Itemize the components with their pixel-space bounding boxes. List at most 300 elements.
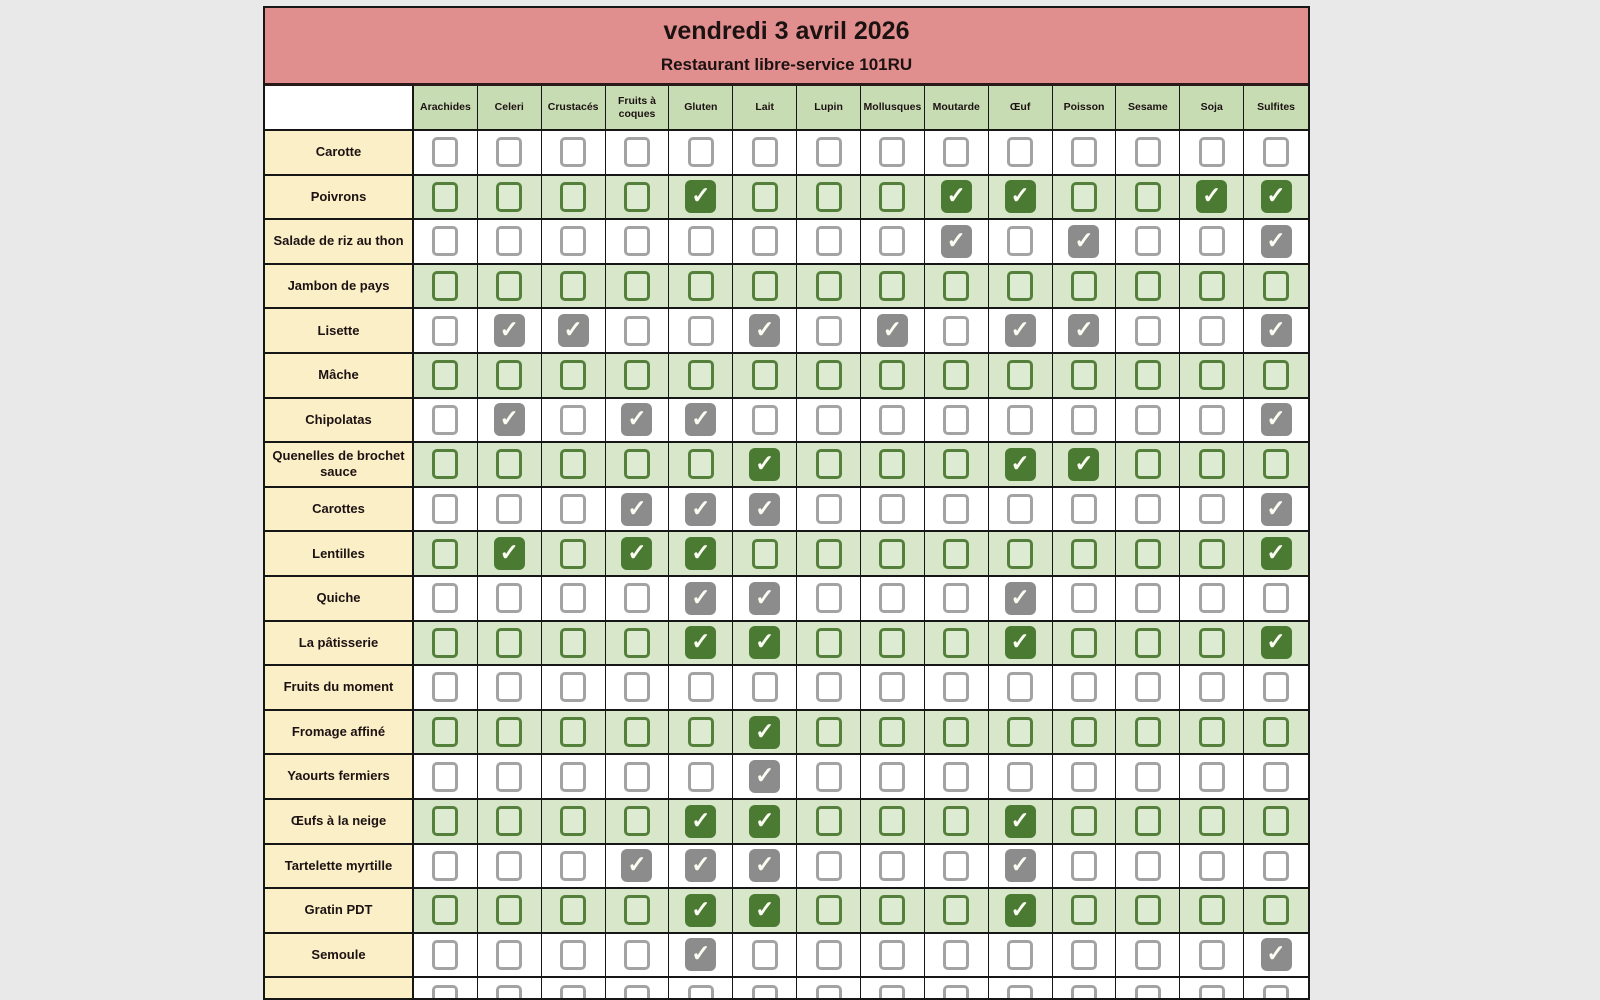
allergen-checkbox-empty[interactable] bbox=[816, 316, 842, 346]
allergen-checkbox-empty[interactable] bbox=[624, 628, 650, 658]
allergen-checkbox-empty[interactable] bbox=[752, 940, 778, 970]
allergen-cell bbox=[1116, 800, 1180, 845]
allergen-checkbox-empty[interactable] bbox=[1199, 271, 1225, 301]
allergen-checkbox-checked[interactable] bbox=[685, 403, 716, 436]
allergen-checkbox-empty[interactable] bbox=[496, 851, 522, 881]
allergen-checkbox-checked[interactable] bbox=[749, 894, 780, 927]
allergen-checkbox-empty[interactable] bbox=[1071, 806, 1097, 836]
allergen-checkbox-checked[interactable] bbox=[1261, 403, 1292, 436]
allergen-checkbox-empty[interactable] bbox=[1199, 851, 1225, 881]
allergen-checkbox-empty[interactable] bbox=[560, 137, 586, 167]
allergen-cell bbox=[669, 488, 733, 533]
allergen-checkbox-empty[interactable] bbox=[688, 137, 714, 167]
allergen-checkbox-empty[interactable] bbox=[1135, 494, 1161, 524]
allergen-checkbox-empty[interactable] bbox=[816, 137, 842, 167]
allergen-checkbox-empty[interactable] bbox=[688, 226, 714, 256]
allergen-checkbox-empty[interactable] bbox=[879, 226, 905, 256]
allergen-checkbox-empty[interactable] bbox=[432, 895, 458, 925]
allergen-checkbox-empty[interactable] bbox=[943, 895, 969, 925]
allergen-checkbox-empty[interactable] bbox=[560, 539, 586, 569]
allergen-checkbox-empty[interactable] bbox=[1135, 137, 1161, 167]
allergen-checkbox-empty[interactable] bbox=[1135, 449, 1161, 479]
allergen-checkbox-empty[interactable] bbox=[816, 672, 842, 702]
allergen-checkbox-empty[interactable] bbox=[816, 405, 842, 435]
allergen-checkbox-empty[interactable] bbox=[1071, 717, 1097, 747]
allergen-checkbox-empty[interactable] bbox=[496, 182, 522, 212]
allergen-checkbox-empty[interactable] bbox=[1071, 895, 1097, 925]
allergen-checkbox-checked[interactable] bbox=[494, 403, 525, 436]
allergen-checkbox-empty[interactable] bbox=[1007, 672, 1033, 702]
allergen-checkbox-empty[interactable] bbox=[879, 539, 905, 569]
allergen-checkbox-empty[interactable] bbox=[943, 583, 969, 613]
allergen-checkbox-empty[interactable] bbox=[560, 895, 586, 925]
allergen-checkbox-empty[interactable] bbox=[1263, 762, 1289, 792]
allergen-checkbox-empty[interactable] bbox=[943, 851, 969, 881]
allergen-checkbox-empty[interactable] bbox=[1135, 628, 1161, 658]
allergen-checkbox-empty[interactable] bbox=[943, 762, 969, 792]
allergen-checkbox-empty[interactable] bbox=[560, 985, 586, 1000]
allergen-checkbox-empty[interactable] bbox=[1007, 539, 1033, 569]
allergen-checkbox-empty[interactable] bbox=[1263, 449, 1289, 479]
check-icon: ✓ bbox=[882, 316, 903, 343]
allergen-checkbox-checked[interactable] bbox=[685, 582, 716, 615]
allergen-cell bbox=[669, 220, 733, 265]
allergen-checkbox-checked[interactable] bbox=[685, 537, 716, 570]
allergen-checkbox-empty[interactable] bbox=[496, 271, 522, 301]
allergen-checkbox-empty[interactable] bbox=[1263, 806, 1289, 836]
allergen-checkbox-empty[interactable] bbox=[1135, 316, 1161, 346]
allergen-checkbox-empty[interactable] bbox=[879, 806, 905, 836]
allergen-checkbox-empty[interactable] bbox=[496, 583, 522, 613]
allergen-checkbox-empty[interactable] bbox=[432, 762, 458, 792]
allergen-checkbox-empty[interactable] bbox=[1263, 271, 1289, 301]
allergen-checkbox-empty[interactable] bbox=[752, 360, 778, 390]
allergen-checkbox-empty[interactable] bbox=[624, 271, 650, 301]
allergen-checkbox-empty[interactable] bbox=[688, 449, 714, 479]
allergen-checkbox-empty[interactable] bbox=[496, 672, 522, 702]
allergen-checkbox-empty[interactable] bbox=[816, 985, 842, 1000]
allergen-checkbox-empty[interactable] bbox=[624, 137, 650, 167]
allergen-checkbox-empty[interactable] bbox=[1071, 672, 1097, 702]
allergen-checkbox-empty[interactable] bbox=[560, 360, 586, 390]
allergen-checkbox-empty[interactable] bbox=[1263, 583, 1289, 613]
allergen-checkbox-checked[interactable] bbox=[1068, 314, 1099, 347]
allergen-checkbox-checked[interactable] bbox=[749, 493, 780, 526]
allergen-checkbox-empty[interactable] bbox=[816, 628, 842, 658]
allergen-checkbox-empty[interactable] bbox=[1071, 539, 1097, 569]
allergen-checkbox-empty[interactable] bbox=[432, 449, 458, 479]
allergen-checkbox-checked[interactable] bbox=[941, 180, 972, 213]
allergen-checkbox-empty[interactable] bbox=[1007, 985, 1033, 1000]
allergen-checkbox-empty[interactable] bbox=[1263, 851, 1289, 881]
allergen-checkbox-empty[interactable] bbox=[560, 717, 586, 747]
allergen-checkbox-checked[interactable] bbox=[1261, 180, 1292, 213]
allergen-checkbox-empty[interactable] bbox=[816, 494, 842, 524]
allergen-checkbox-empty[interactable] bbox=[879, 940, 905, 970]
allergen-checkbox-empty[interactable] bbox=[624, 316, 650, 346]
allergen-checkbox-empty[interactable] bbox=[943, 717, 969, 747]
allergen-checkbox-empty[interactable] bbox=[1071, 405, 1097, 435]
allergen-checkbox-checked[interactable] bbox=[685, 805, 716, 838]
allergen-checkbox-empty[interactable] bbox=[1135, 360, 1161, 390]
allergen-checkbox-empty[interactable] bbox=[1263, 895, 1289, 925]
allergen-checkbox-checked[interactable] bbox=[1261, 537, 1292, 570]
allergen-checkbox-empty[interactable] bbox=[1071, 182, 1097, 212]
allergen-checkbox-empty[interactable] bbox=[816, 717, 842, 747]
allergen-checkbox-empty[interactable] bbox=[624, 360, 650, 390]
allergen-checkbox-empty[interactable] bbox=[879, 271, 905, 301]
allergen-checkbox-checked[interactable] bbox=[494, 537, 525, 570]
allergen-checkbox-empty[interactable] bbox=[432, 672, 458, 702]
allergen-checkbox-checked[interactable] bbox=[1261, 493, 1292, 526]
allergen-checkbox-empty[interactable] bbox=[1071, 628, 1097, 658]
allergen-checkbox-empty[interactable] bbox=[752, 271, 778, 301]
allergen-checkbox-empty[interactable] bbox=[432, 494, 458, 524]
allergen-checkbox-checked[interactable] bbox=[749, 626, 780, 659]
allergen-checkbox-checked[interactable] bbox=[685, 849, 716, 882]
allergen-cell bbox=[669, 532, 733, 577]
allergen-checkbox-empty[interactable] bbox=[943, 672, 969, 702]
allergen-checkbox-empty[interactable] bbox=[1135, 762, 1161, 792]
allergen-checkbox-checked[interactable] bbox=[1261, 314, 1292, 347]
allergen-checkbox-empty[interactable] bbox=[560, 583, 586, 613]
allergen-checkbox-empty[interactable] bbox=[1199, 672, 1225, 702]
allergen-checkbox-empty[interactable] bbox=[943, 449, 969, 479]
allergen-checkbox-empty[interactable] bbox=[879, 494, 905, 524]
allergen-checkbox-empty[interactable] bbox=[432, 851, 458, 881]
allergen-checkbox-empty[interactable] bbox=[816, 895, 842, 925]
allergen-checkbox-empty[interactable] bbox=[879, 583, 905, 613]
allergen-checkbox-empty[interactable] bbox=[1263, 672, 1289, 702]
allergen-checkbox-empty[interactable] bbox=[879, 985, 905, 1000]
allergen-checkbox-empty[interactable] bbox=[943, 494, 969, 524]
allergen-checkbox-checked[interactable] bbox=[1005, 626, 1036, 659]
allergen-checkbox-empty[interactable] bbox=[496, 449, 522, 479]
allergen-checkbox-empty[interactable] bbox=[816, 226, 842, 256]
allergen-checkbox-empty[interactable] bbox=[1135, 271, 1161, 301]
allergen-checkbox-empty[interactable] bbox=[688, 762, 714, 792]
allergen-checkbox-empty[interactable] bbox=[624, 985, 650, 1000]
allergen-checkbox-empty[interactable] bbox=[1199, 762, 1225, 792]
allergen-checkbox-empty[interactable] bbox=[624, 226, 650, 256]
allergen-checkbox-empty[interactable] bbox=[879, 851, 905, 881]
allergen-checkbox-checked[interactable] bbox=[1005, 894, 1036, 927]
allergen-checkbox-empty[interactable] bbox=[1263, 717, 1289, 747]
allergen-checkbox-empty[interactable] bbox=[624, 717, 650, 747]
allergen-checkbox-checked[interactable] bbox=[749, 805, 780, 838]
allergen-checkbox-empty[interactable] bbox=[1071, 985, 1097, 1000]
allergen-checkbox-checked[interactable] bbox=[685, 938, 716, 971]
allergen-checkbox-empty[interactable] bbox=[1071, 360, 1097, 390]
allergen-checkbox-empty[interactable] bbox=[1135, 806, 1161, 836]
allergen-checkbox-empty[interactable] bbox=[496, 940, 522, 970]
allergen-column-header: Sesame bbox=[1116, 86, 1180, 131]
allergen-checkbox-empty[interactable] bbox=[624, 940, 650, 970]
allergen-checkbox-empty[interactable] bbox=[432, 583, 458, 613]
allergen-checkbox-empty[interactable] bbox=[1071, 137, 1097, 167]
allergen-checkbox-checked[interactable] bbox=[685, 894, 716, 927]
allergen-checkbox-empty[interactable] bbox=[432, 405, 458, 435]
allergen-checkbox-empty[interactable] bbox=[1135, 539, 1161, 569]
allergen-checkbox-empty[interactable] bbox=[1071, 762, 1097, 792]
allergen-checkbox-empty[interactable] bbox=[432, 985, 458, 1000]
allergen-checkbox-empty[interactable] bbox=[624, 672, 650, 702]
allergen-cell bbox=[414, 488, 478, 533]
allergen-checkbox-checked[interactable] bbox=[1005, 849, 1036, 882]
allergen-checkbox-empty[interactable] bbox=[1135, 717, 1161, 747]
allergen-cell bbox=[925, 131, 989, 176]
allergen-checkbox-empty[interactable] bbox=[816, 940, 842, 970]
allergen-checkbox-empty[interactable] bbox=[624, 583, 650, 613]
allergen-checkbox-empty[interactable] bbox=[560, 940, 586, 970]
allergen-checkbox-empty[interactable] bbox=[1007, 762, 1033, 792]
allergen-checkbox-empty[interactable] bbox=[688, 271, 714, 301]
allergen-checkbox-empty[interactable] bbox=[879, 628, 905, 658]
allergen-checkbox-empty[interactable] bbox=[688, 360, 714, 390]
allergen-checkbox-checked[interactable] bbox=[1068, 448, 1099, 481]
allergen-checkbox-empty[interactable] bbox=[1071, 494, 1097, 524]
allergen-checkbox-empty[interactable] bbox=[752, 182, 778, 212]
allergen-checkbox-empty[interactable] bbox=[1199, 895, 1225, 925]
allergen-checkbox-checked[interactable] bbox=[494, 314, 525, 347]
allergen-checkbox-empty[interactable] bbox=[1135, 226, 1161, 256]
allergen-checkbox-empty[interactable] bbox=[816, 539, 842, 569]
allergen-checkbox-empty[interactable] bbox=[752, 226, 778, 256]
allergen-checkbox-empty[interactable] bbox=[496, 717, 522, 747]
allergen-checkbox-checked[interactable] bbox=[877, 314, 908, 347]
allergen-checkbox-empty[interactable] bbox=[1071, 271, 1097, 301]
allergen-checkbox-empty[interactable] bbox=[879, 762, 905, 792]
allergen-checkbox-empty[interactable] bbox=[560, 806, 586, 836]
allergen-checkbox-empty[interactable] bbox=[1007, 494, 1033, 524]
allergen-checkbox-empty[interactable] bbox=[496, 494, 522, 524]
allergen-checkbox-checked[interactable] bbox=[1068, 225, 1099, 258]
allergen-checkbox-empty[interactable] bbox=[879, 717, 905, 747]
allergen-checkbox-empty[interactable] bbox=[816, 449, 842, 479]
allergen-checkbox-empty[interactable] bbox=[816, 583, 842, 613]
allergen-checkbox-checked[interactable] bbox=[1196, 180, 1227, 213]
allergen-checkbox-empty[interactable] bbox=[752, 985, 778, 1000]
allergen-checkbox-empty[interactable] bbox=[1071, 583, 1097, 613]
allergen-checkbox-empty[interactable] bbox=[560, 226, 586, 256]
allergen-checkbox-empty[interactable] bbox=[1199, 316, 1225, 346]
allergen-checkbox-empty[interactable] bbox=[1199, 226, 1225, 256]
allergen-checkbox-empty[interactable] bbox=[560, 405, 586, 435]
allergen-checkbox-empty[interactable] bbox=[816, 806, 842, 836]
allergen-checkbox-empty[interactable] bbox=[560, 494, 586, 524]
allergen-checkbox-empty[interactable] bbox=[624, 762, 650, 792]
allergen-checkbox-empty[interactable] bbox=[1007, 226, 1033, 256]
allergen-cell bbox=[606, 978, 670, 1000]
allergen-checkbox-empty[interactable] bbox=[816, 762, 842, 792]
allergen-checkbox-empty[interactable] bbox=[1135, 851, 1161, 881]
allergen-checkbox-empty[interactable] bbox=[432, 806, 458, 836]
allergen-checkbox-empty[interactable] bbox=[624, 182, 650, 212]
allergen-checkbox-empty[interactable] bbox=[496, 806, 522, 836]
allergen-checkbox-empty[interactable] bbox=[560, 672, 586, 702]
allergen-checkbox-empty[interactable] bbox=[496, 226, 522, 256]
allergen-checkbox-checked[interactable] bbox=[749, 716, 780, 749]
allergen-checkbox-checked[interactable] bbox=[621, 403, 652, 436]
allergen-checkbox-empty[interactable] bbox=[1199, 360, 1225, 390]
allergen-checkbox-checked[interactable] bbox=[621, 537, 652, 570]
allergen-checkbox-empty[interactable] bbox=[1263, 137, 1289, 167]
allergen-checkbox-checked[interactable] bbox=[558, 314, 589, 347]
allergen-checkbox-empty[interactable] bbox=[1007, 940, 1033, 970]
allergen-checkbox-empty[interactable] bbox=[432, 940, 458, 970]
allergen-checkbox-empty[interactable] bbox=[943, 316, 969, 346]
allergen-checkbox-empty[interactable] bbox=[1199, 628, 1225, 658]
allergen-checkbox-empty[interactable] bbox=[1007, 405, 1033, 435]
allergen-checkbox-empty[interactable] bbox=[943, 539, 969, 569]
allergen-checkbox-empty[interactable] bbox=[1199, 494, 1225, 524]
allergen-checkbox-checked[interactable] bbox=[1005, 805, 1036, 838]
allergen-checkbox-empty[interactable] bbox=[432, 226, 458, 256]
allergen-checkbox-empty[interactable] bbox=[879, 895, 905, 925]
allergen-checkbox-empty[interactable] bbox=[688, 316, 714, 346]
allergen-checkbox-empty[interactable] bbox=[1199, 717, 1225, 747]
allergen-checkbox-empty[interactable] bbox=[1199, 539, 1225, 569]
allergen-checkbox-checked[interactable] bbox=[749, 849, 780, 882]
allergen-checkbox-empty[interactable] bbox=[496, 985, 522, 1000]
allergen-checkbox-empty[interactable] bbox=[432, 539, 458, 569]
allergen-checkbox-checked[interactable] bbox=[1261, 626, 1292, 659]
allergen-checkbox-empty[interactable] bbox=[688, 717, 714, 747]
allergen-checkbox-empty[interactable] bbox=[624, 806, 650, 836]
allergen-cell bbox=[989, 934, 1053, 979]
allergen-checkbox-empty[interactable] bbox=[816, 271, 842, 301]
allergen-checkbox-empty[interactable] bbox=[943, 985, 969, 1000]
allergen-checkbox-empty[interactable] bbox=[1007, 717, 1033, 747]
allergen-checkbox-empty[interactable] bbox=[1135, 985, 1161, 1000]
allergen-checkbox-empty[interactable] bbox=[1007, 360, 1033, 390]
allergen-checkbox-empty[interactable] bbox=[560, 271, 586, 301]
allergen-checkbox-checked[interactable] bbox=[685, 180, 716, 213]
allergen-checkbox-empty[interactable] bbox=[496, 762, 522, 792]
allergen-checkbox-empty[interactable] bbox=[1199, 806, 1225, 836]
allergen-checkbox-empty[interactable] bbox=[943, 628, 969, 658]
allergen-checkbox-empty[interactable] bbox=[432, 316, 458, 346]
allergen-column-header: Lait bbox=[733, 86, 797, 131]
allergen-checkbox-empty[interactable] bbox=[1135, 182, 1161, 212]
allergen-cell bbox=[1244, 265, 1308, 310]
allergen-checkbox-empty[interactable] bbox=[1199, 985, 1225, 1000]
allergen-checkbox-empty[interactable] bbox=[943, 137, 969, 167]
allergen-checkbox-checked[interactable] bbox=[1261, 938, 1292, 971]
allergen-checkbox-checked[interactable] bbox=[749, 760, 780, 793]
allergen-checkbox-empty[interactable] bbox=[560, 449, 586, 479]
allergen-checkbox-checked[interactable] bbox=[749, 314, 780, 347]
allergen-checkbox-checked[interactable] bbox=[1005, 314, 1036, 347]
allergen-cell bbox=[1053, 443, 1117, 488]
allergen-cell bbox=[1180, 220, 1244, 265]
allergen-checkbox-empty[interactable] bbox=[1263, 985, 1289, 1000]
allergen-checkbox-empty[interactable] bbox=[496, 360, 522, 390]
allergen-checkbox-empty[interactable] bbox=[1263, 360, 1289, 390]
allergen-checkbox-empty[interactable] bbox=[1071, 851, 1097, 881]
allergen-checkbox-checked[interactable] bbox=[941, 225, 972, 258]
allergen-checkbox-empty[interactable] bbox=[1199, 940, 1225, 970]
allergen-checkbox-checked[interactable] bbox=[621, 493, 652, 526]
allergen-checkbox-empty[interactable] bbox=[560, 182, 586, 212]
allergen-checkbox-checked[interactable] bbox=[1261, 225, 1292, 258]
allergen-checkbox-empty[interactable] bbox=[943, 360, 969, 390]
allergen-checkbox-empty[interactable] bbox=[1135, 672, 1161, 702]
allergen-checkbox-empty[interactable] bbox=[432, 137, 458, 167]
allergen-checkbox-empty[interactable] bbox=[432, 271, 458, 301]
allergen-checkbox-empty[interactable] bbox=[943, 940, 969, 970]
allergen-checkbox-empty[interactable] bbox=[943, 405, 969, 435]
allergen-checkbox-empty[interactable] bbox=[624, 895, 650, 925]
allergen-checkbox-empty[interactable] bbox=[688, 672, 714, 702]
allergen-checkbox-checked[interactable] bbox=[749, 582, 780, 615]
allergen-checkbox-empty[interactable] bbox=[432, 717, 458, 747]
allergen-checkbox-checked[interactable] bbox=[685, 493, 716, 526]
allergen-checkbox-empty[interactable] bbox=[432, 182, 458, 212]
allergen-checkbox-checked[interactable] bbox=[1005, 582, 1036, 615]
check-icon: ✓ bbox=[1202, 182, 1222, 209]
allergen-checkbox-empty[interactable] bbox=[1199, 137, 1225, 167]
allergen-cell bbox=[1244, 220, 1308, 265]
allergen-checkbox-empty[interactable] bbox=[1199, 449, 1225, 479]
allergen-checkbox-empty[interactable] bbox=[879, 449, 905, 479]
allergen-checkbox-empty[interactable] bbox=[1199, 405, 1225, 435]
allergen-checkbox-empty[interactable] bbox=[752, 405, 778, 435]
allergen-checkbox-empty[interactable] bbox=[1007, 137, 1033, 167]
allergen-checkbox-empty[interactable] bbox=[1199, 583, 1225, 613]
allergen-checkbox-empty[interactable] bbox=[1071, 940, 1097, 970]
allergen-checkbox-empty[interactable] bbox=[432, 628, 458, 658]
allergen-checkbox-checked[interactable] bbox=[1005, 448, 1036, 481]
allergen-cell bbox=[733, 176, 797, 221]
allergen-checkbox-empty[interactable] bbox=[1135, 583, 1161, 613]
allergen-cell bbox=[925, 220, 989, 265]
allergen-checkbox-empty[interactable] bbox=[816, 360, 842, 390]
allergen-checkbox-empty[interactable] bbox=[624, 449, 650, 479]
allergen-checkbox-empty[interactable] bbox=[816, 851, 842, 881]
allergen-checkbox-checked[interactable] bbox=[685, 626, 716, 659]
allergen-checkbox-empty[interactable] bbox=[879, 405, 905, 435]
allergen-checkbox-empty[interactable] bbox=[752, 137, 778, 167]
allergen-checkbox-empty[interactable] bbox=[560, 628, 586, 658]
allergen-checkbox-empty[interactable] bbox=[560, 851, 586, 881]
allergen-checkbox-empty[interactable] bbox=[943, 271, 969, 301]
allergen-checkbox-empty[interactable] bbox=[1135, 895, 1161, 925]
allergen-checkbox-empty[interactable] bbox=[1135, 405, 1161, 435]
allergen-checkbox-checked[interactable] bbox=[1005, 180, 1036, 213]
allergen-checkbox-empty[interactable] bbox=[688, 985, 714, 1000]
allergen-checkbox-empty[interactable] bbox=[879, 182, 905, 212]
allergen-checkbox-empty[interactable] bbox=[752, 672, 778, 702]
allergen-checkbox-empty[interactable] bbox=[816, 182, 842, 212]
allergen-checkbox-empty[interactable] bbox=[1007, 271, 1033, 301]
allergen-checkbox-empty[interactable] bbox=[432, 360, 458, 390]
allergen-checkbox-empty[interactable] bbox=[879, 360, 905, 390]
allergen-checkbox-empty[interactable] bbox=[752, 539, 778, 569]
allergen-checkbox-empty[interactable] bbox=[879, 137, 905, 167]
allergen-checkbox-empty[interactable] bbox=[496, 895, 522, 925]
allergen-checkbox-empty[interactable] bbox=[879, 672, 905, 702]
allergen-checkbox-empty[interactable] bbox=[560, 762, 586, 792]
allergen-cell bbox=[989, 443, 1053, 488]
allergen-checkbox-empty[interactable] bbox=[496, 137, 522, 167]
allergen-checkbox-empty[interactable] bbox=[1135, 940, 1161, 970]
allergen-cell bbox=[1180, 711, 1244, 756]
allergen-checkbox-checked[interactable] bbox=[621, 849, 652, 882]
allergen-checkbox-empty[interactable] bbox=[496, 628, 522, 658]
allergen-checkbox-empty[interactable] bbox=[943, 806, 969, 836]
allergen-checkbox-checked[interactable] bbox=[749, 448, 780, 481]
